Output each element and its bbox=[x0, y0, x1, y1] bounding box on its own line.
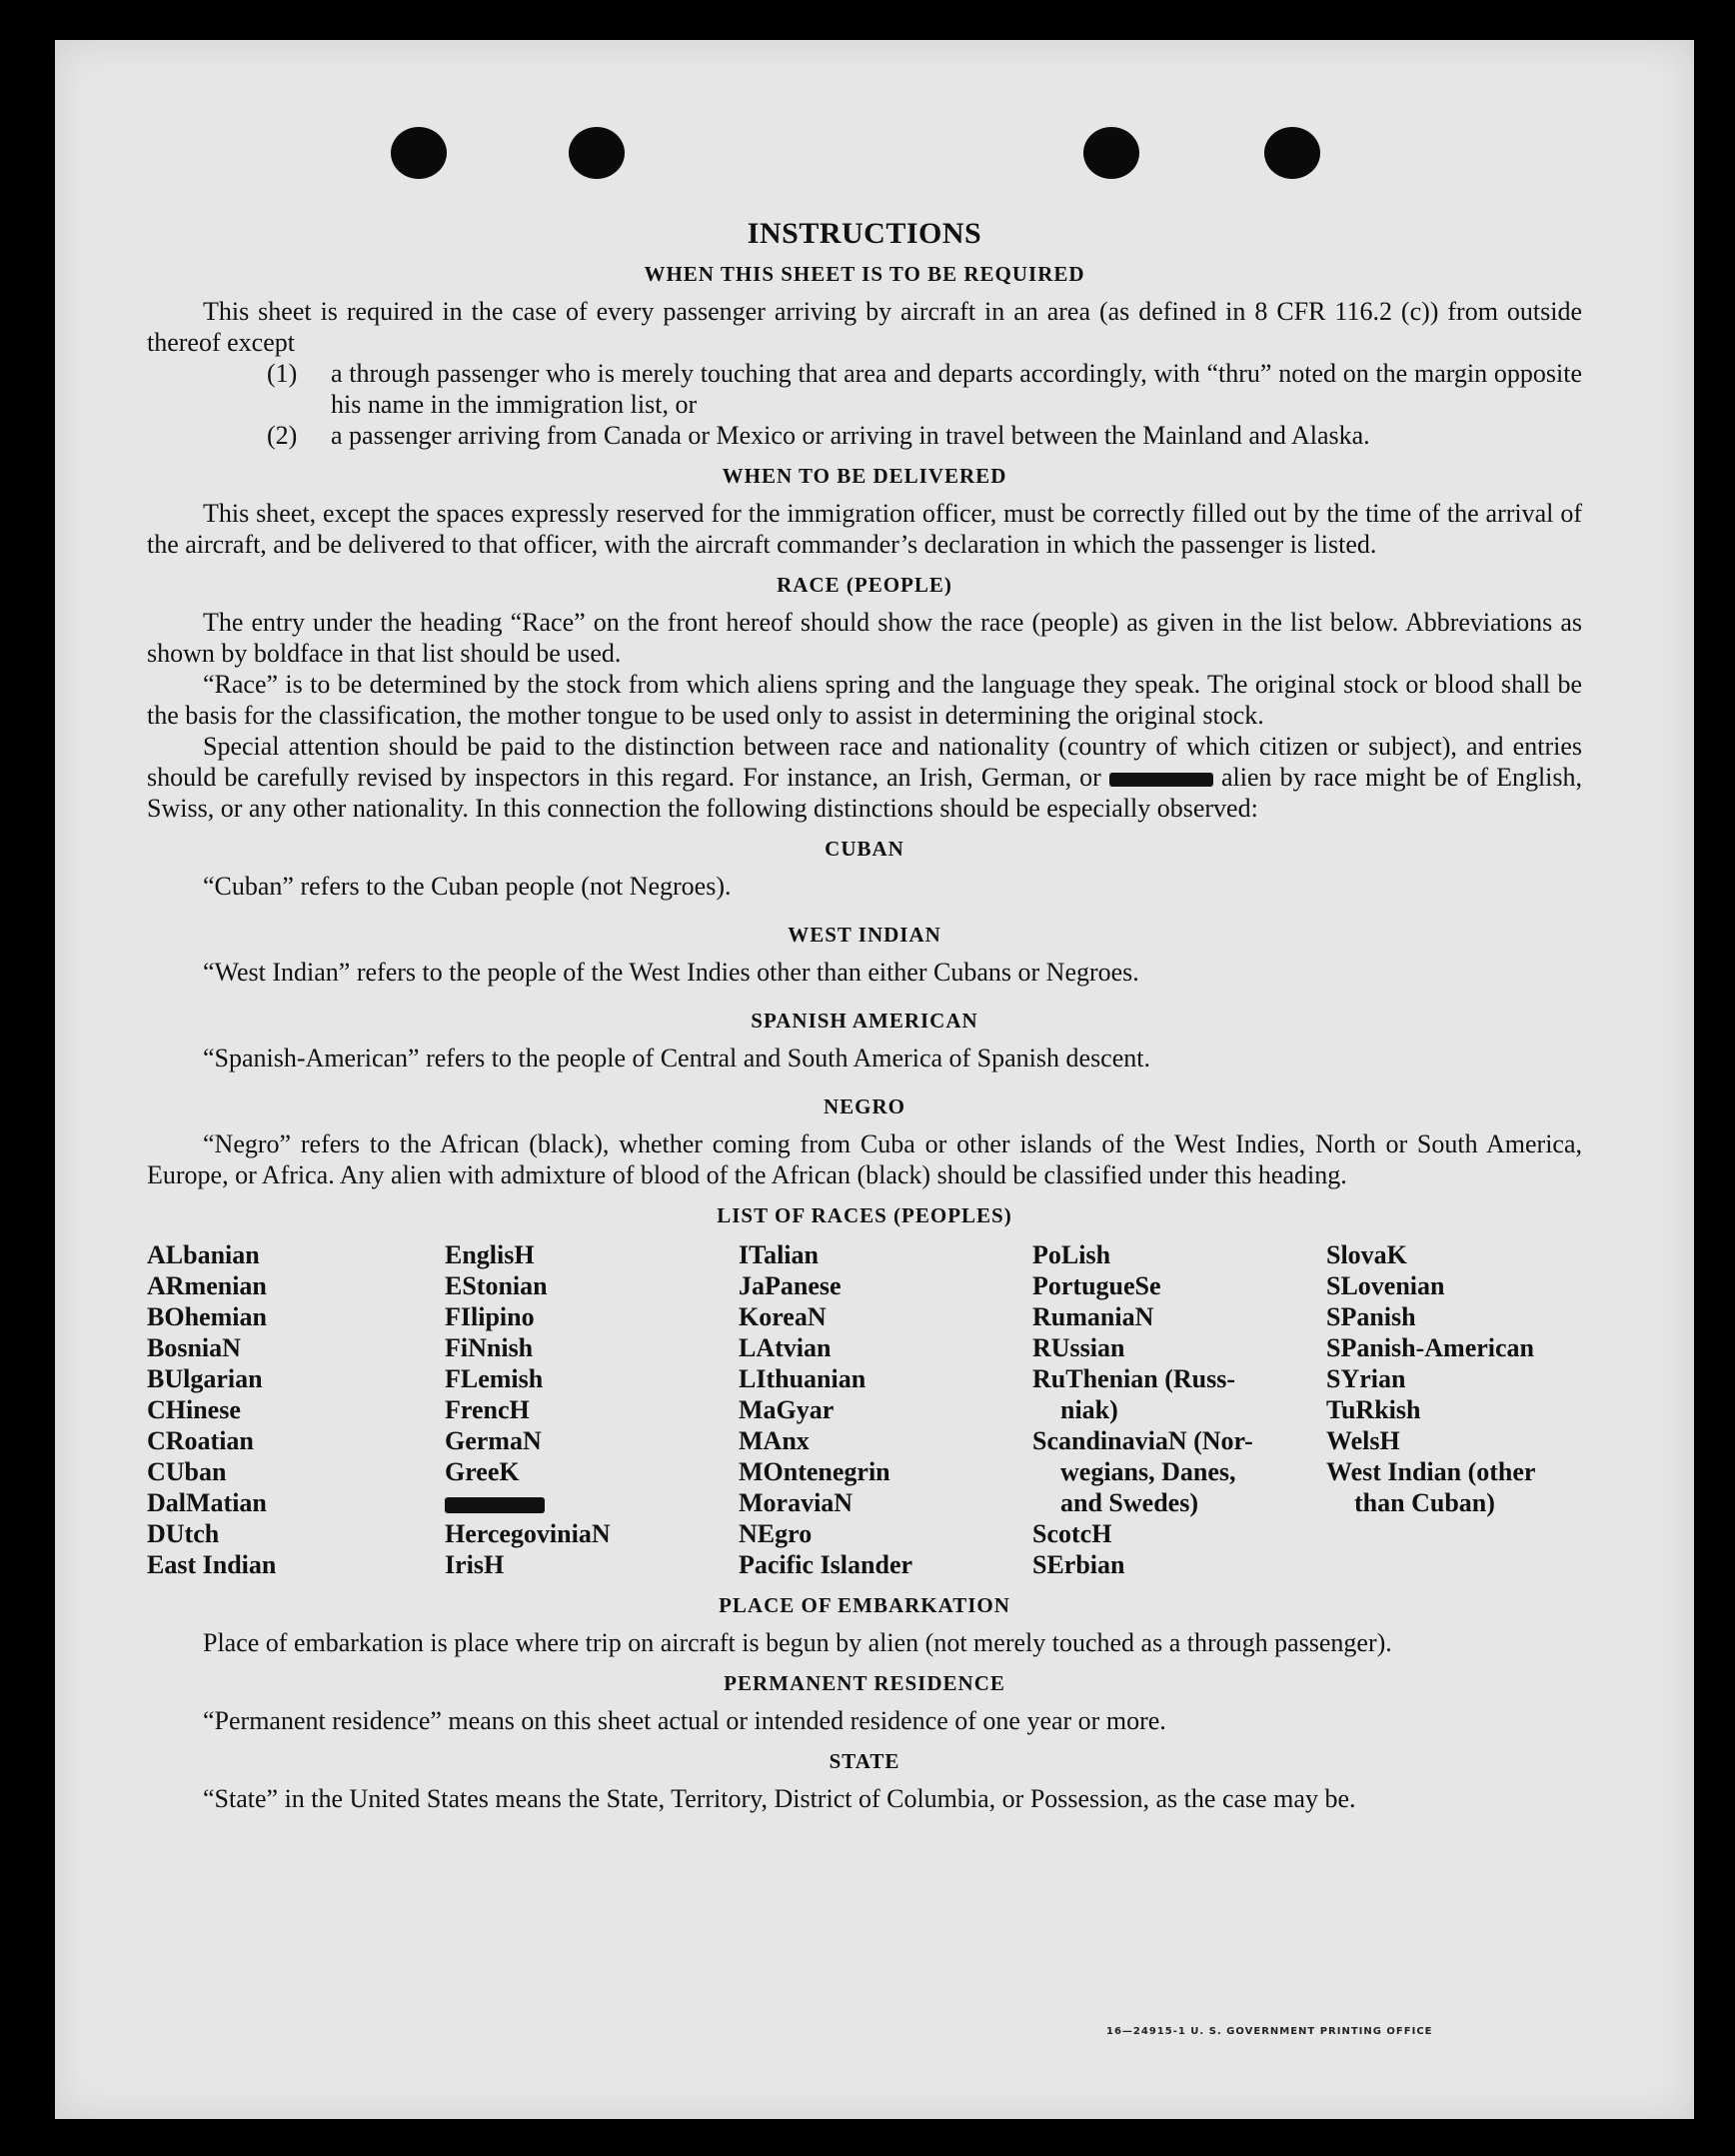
race-entry: SLovenian bbox=[1326, 1271, 1445, 1300]
negro-text: “Negro” refers to the African (black), whether coming from Cuba or other islands of the West Indies, North or South America, Europe, or Africa. Any alien with admixture of blood of the African (black) should be classified under this heading. bbox=[147, 1129, 1582, 1189]
embarkation-text: Place of embarkation is place where trip on aircraft is begun by alien (not merely touched as a through passenger). bbox=[203, 1628, 1392, 1657]
exception-item bbox=[147, 358, 1582, 420]
race-entry: RumaniaN bbox=[1032, 1302, 1154, 1331]
race-entry: RuThenian (Russ- bbox=[1032, 1364, 1236, 1393]
punch-hole bbox=[391, 127, 447, 179]
race-entry: WelsH bbox=[1326, 1426, 1400, 1455]
punch-hole bbox=[1264, 127, 1320, 179]
race-paragraph-3b: alien by race might be of English, Swiss, or any other nationality. In this connection the following distinctions should be especially observed: bbox=[147, 763, 1583, 823]
race-entry: EnglisH bbox=[445, 1240, 535, 1269]
race-entry: West Indian (other bbox=[1326, 1457, 1536, 1486]
heading-list-of-races: LIST OF RACES (PEOPLES) bbox=[717, 1203, 1012, 1227]
heading-embarkation: PLACE OF EMBARKATION bbox=[719, 1593, 1010, 1617]
race-entry: LIthuanian bbox=[739, 1364, 867, 1393]
race-entry-redacted bbox=[445, 1487, 739, 1518]
race-entry: CHinese bbox=[147, 1395, 241, 1424]
race-entry: MOntenegrin bbox=[739, 1457, 890, 1486]
race-entry: PortugueSe bbox=[1032, 1271, 1161, 1300]
race-entry: RUssian bbox=[1032, 1333, 1125, 1362]
race-entry: FIlipino bbox=[445, 1302, 535, 1331]
race-entry: and Swedes) bbox=[1060, 1488, 1198, 1517]
race-entry: SYrian bbox=[1326, 1364, 1406, 1393]
race-entry: GreeK bbox=[445, 1457, 520, 1486]
race-paragraph-1: The entry under the heading “Race” on the front hereof should show the race (people) as given in the list below. Abbreviations as shown by boldface in that list should be used. bbox=[147, 608, 1582, 668]
race-entry: MoraviaN bbox=[739, 1488, 854, 1517]
heading-permanent-residence: PERMANENT RESIDENCE bbox=[724, 1671, 1005, 1695]
race-entry: KoreaN bbox=[739, 1302, 827, 1331]
races-table bbox=[147, 1239, 1582, 1580]
race-entry: BUlgarian bbox=[147, 1364, 263, 1393]
race-paragraph-2: “Race” is to be determined by the stock from which aliens spring and the language they speak. The original stock or blood shall be the basis for the classification, the mother tongue to be used only to assist in determining the original stock. bbox=[147, 670, 1582, 730]
races-column bbox=[445, 1239, 739, 1580]
spanish-american-text: “Spanish-American” refers to the people of Central and South America of Spanish descent. bbox=[203, 1044, 1150, 1073]
race-entry: FrencH bbox=[445, 1395, 530, 1424]
race-entry: CRoatian bbox=[147, 1426, 254, 1455]
page-title: INSTRUCTIONS bbox=[747, 217, 982, 250]
race-entry: CUban bbox=[147, 1457, 227, 1486]
race-entry: MAnx bbox=[739, 1426, 810, 1455]
state-text: “State” in the United States means the State, Territory, District of Columbia, or Possession, as the case may be. bbox=[203, 1784, 1356, 1813]
race-entry: ScotcH bbox=[1032, 1519, 1112, 1548]
races-column bbox=[147, 1239, 445, 1580]
heading-when-required: WHEN THIS SHEET IS TO BE REQUIRED bbox=[644, 262, 1085, 286]
race-entry: FiNnish bbox=[445, 1333, 534, 1362]
heading-state: STATE bbox=[829, 1749, 900, 1773]
item-number: (2) bbox=[267, 421, 298, 450]
race-entry: GermaN bbox=[445, 1426, 542, 1455]
race-entry: niak) bbox=[1060, 1395, 1118, 1424]
heading-cuban: CUBAN bbox=[825, 837, 904, 861]
race-entry: Pacific Islander bbox=[739, 1550, 913, 1579]
race-paragraph-3 bbox=[147, 731, 1582, 824]
when-required-intro: This sheet is required in the case of every passenger arriving by aircraft in an area (as defined in 8 CFR 116.2 (c)) from outside thereof except bbox=[147, 297, 1582, 357]
race-entry: ALbanian bbox=[147, 1240, 260, 1269]
residence-text: “Permanent residence” means on this sheet actual or intended residence of one year or more. bbox=[203, 1706, 1166, 1735]
race-entry: MaGyar bbox=[739, 1395, 835, 1424]
race-entry: wegians, Danes, bbox=[1060, 1457, 1236, 1486]
race-entry: DUtch bbox=[147, 1519, 220, 1548]
redaction-mark bbox=[445, 1497, 545, 1513]
race-entry: HercegoviniaN bbox=[445, 1519, 611, 1548]
races-column bbox=[1032, 1239, 1326, 1580]
punch-hole bbox=[569, 127, 625, 179]
item-text: a passenger arriving from Canada or Mexico or arriving in travel between the Mainland and Alaska. bbox=[331, 421, 1370, 450]
race-entry: LAtvian bbox=[739, 1333, 832, 1362]
race-entry: East Indian bbox=[147, 1550, 277, 1579]
race-entry: SPanish bbox=[1326, 1302, 1416, 1331]
heading-negro: NEGRO bbox=[823, 1094, 905, 1118]
race-entry: DalMatian bbox=[147, 1488, 267, 1517]
races-column bbox=[1326, 1239, 1582, 1580]
heading-race: RACE (PEOPLE) bbox=[777, 573, 952, 597]
race-entry: ITalian bbox=[739, 1240, 819, 1269]
race-entry: ScandinaviaN (Nor- bbox=[1032, 1426, 1253, 1455]
race-entry: IrisH bbox=[445, 1550, 505, 1579]
race-entry: FLemish bbox=[445, 1364, 544, 1393]
race-entry: EStonian bbox=[445, 1271, 548, 1300]
west-indian-text: “West Indian” refers to the people of the West Indies other than either Cubans or Negroes. bbox=[203, 958, 1139, 987]
race-entry: PoLish bbox=[1032, 1240, 1111, 1269]
race-entry: NEgro bbox=[739, 1519, 813, 1548]
race-entry: JaPanese bbox=[739, 1271, 842, 1300]
heading-west-indian: WEST INDIAN bbox=[788, 923, 941, 947]
race-entry: SErbian bbox=[1032, 1550, 1125, 1579]
race-entry: SlovaK bbox=[1326, 1240, 1407, 1269]
races-column bbox=[739, 1239, 1032, 1580]
race-entry: BosniaN bbox=[147, 1333, 241, 1362]
when-delivered-text: This sheet, except the spaces expressly reserved for the immigration officer, must be correctly filled out by the time of the arrival of the aircraft, and be delivered to that officer, with the aircraft commander’s declaration in which the passenger is listed. bbox=[147, 499, 1582, 559]
race-entry: SPanish-American bbox=[1326, 1333, 1534, 1362]
race-entry: ARmenian bbox=[147, 1271, 267, 1300]
cuban-text: “Cuban” refers to the Cuban people (not Negroes). bbox=[203, 872, 732, 901]
exception-item bbox=[147, 420, 1582, 451]
race-paragraph-3a: Special attention should be paid to the distinction between race and nationality (country of which citizen or subject), and entries should be carefully revised by inspectors in this regard. For instance, an Irish, German, or bbox=[147, 732, 1582, 792]
printing-office-code: 16—24915-1 U. S. GOVERNMENT PRINTING OFFICE bbox=[1106, 2026, 1433, 2037]
document-page bbox=[55, 40, 1694, 2119]
heading-spanish-american: SPANISH AMERICAN bbox=[751, 1009, 978, 1033]
instructions-body bbox=[147, 218, 1582, 1814]
race-entry: BOhemian bbox=[147, 1302, 267, 1331]
heading-when-delivered: WHEN TO BE DELIVERED bbox=[722, 464, 1007, 488]
item-text: a through passenger who is merely touching that area and departs accordingly, with “thru” noted on the margin opposite his name in the immigration list, or bbox=[331, 359, 1582, 419]
redaction-mark bbox=[1109, 773, 1213, 787]
race-entry: TuRkish bbox=[1326, 1395, 1421, 1424]
item-number: (1) bbox=[267, 359, 298, 388]
race-entry: than Cuban) bbox=[1354, 1488, 1495, 1517]
punch-hole bbox=[1083, 127, 1139, 179]
